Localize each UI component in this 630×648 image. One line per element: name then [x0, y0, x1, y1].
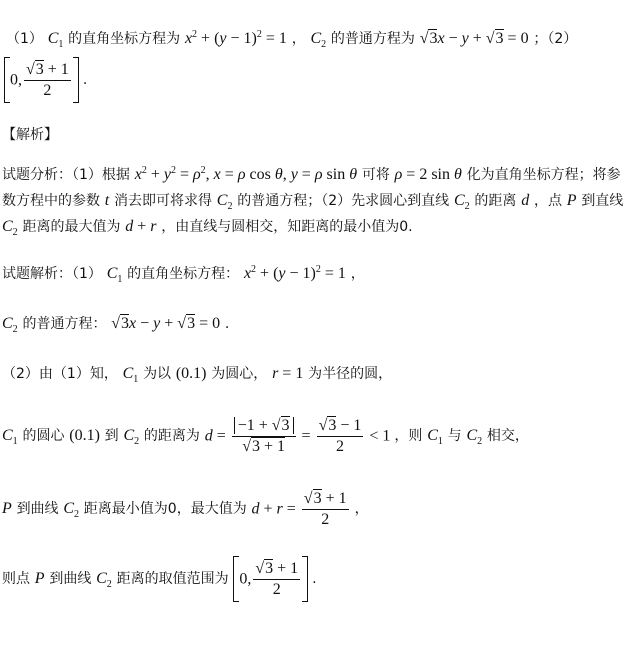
math-d-plus-r: d + r — [125, 218, 157, 235]
answer-range-line — [4, 57, 87, 103]
math-c1: $C_1$ — [106, 265, 123, 285]
answer-separator: ， — [291, 31, 306, 47]
math-c2-equation: √3x − y + √3 = 0 — [419, 30, 529, 47]
analysis-line-1 — [2, 163, 621, 186]
solution-part2-c: 为圆心， — [211, 366, 268, 382]
math-c1-equation: $x^2 + (y - 1)^2 = 1$ — [243, 264, 346, 282]
math-d: d — [521, 192, 530, 209]
solution-final-b: 到曲线 — [49, 571, 92, 587]
math-c2: $C_2$ — [123, 427, 140, 447]
math-distance-formula: d = $\frac{-1 + √3}{√3 + 1}$ = $\frac{√3 - 1}{2}$ < 1 — [204, 416, 391, 455]
answer-part1-label: （1） — [6, 31, 43, 47]
math-p: P — [2, 500, 12, 517]
solution-c1-text: 的直角坐标方程： — [127, 266, 240, 282]
math-c2: $C_2$ — [63, 500, 80, 520]
solution-final — [2, 554, 317, 603]
answer-line — [6, 27, 577, 50]
math-c1: $C_1$ — [2, 427, 18, 447]
solution-c2-line — [2, 312, 229, 335]
math-c1: $C_1$ — [427, 427, 443, 447]
solution-minmax — [2, 484, 369, 533]
solution-part2-b: 为以 — [143, 366, 172, 382]
math-max-distance: d + r = $\frac{√3 + 1}{2}$ — [251, 489, 347, 528]
math-center: (0.1) — [175, 365, 207, 382]
math-c2-equation: √3x − y + √3 = 0 — [111, 315, 221, 332]
solution-part2-d: 为半径的圆， — [308, 366, 393, 382]
solution-part2 — [2, 362, 392, 385]
solution-part1 — [2, 262, 365, 285]
solution-c1-end: ， — [350, 266, 365, 282]
answer-range-tail: . — [82, 72, 88, 88]
math-polar-equation: ρ = 2 sin θ — [394, 166, 462, 183]
solution-dist-f: 相交， — [486, 428, 529, 444]
math-p: P — [566, 192, 577, 209]
math-c2: $C_2$ — [2, 315, 18, 335]
analysis-line-3 — [2, 215, 413, 238]
solution-dist-a: 的圆心 — [22, 428, 65, 444]
math-c2: $C_2$ — [96, 570, 112, 590]
solution-final-c: 距离的取值范围为 — [116, 571, 229, 587]
math-range: 0, $\frac{√3 + 1}{2}$ — [4, 71, 83, 88]
math-center: (0.1) — [69, 427, 100, 444]
math-p: P — [34, 570, 45, 587]
analysis-line2-e: ，点 — [533, 193, 562, 209]
analysis-line3-b: ，由直线与圆相交，知距离的最小值为0. — [161, 219, 413, 235]
analysis-line2-d: 的距离 — [474, 193, 517, 209]
solution-label: 试题解析：（1） — [2, 266, 102, 282]
solution-dist-c: 的距离为 — [143, 428, 200, 444]
solution-dist-b: 到 — [104, 428, 119, 444]
solution-dist-e: 与 — [447, 428, 462, 444]
analysis-mid2: 化为直角坐标方程；将参 — [466, 167, 621, 183]
answer-c1-text: 的直角坐标方程为 — [68, 31, 181, 47]
analysis-line3-a: 距离的最大值为 — [22, 219, 121, 235]
math-c2: $C_2$ — [2, 218, 18, 238]
analysis-label: 试题分析：（1）根据 — [2, 167, 130, 183]
solution-minmax-a: 到曲线 — [16, 501, 59, 517]
analysis-mid1: 可将 — [361, 167, 390, 183]
math-c1: $C_1$ — [47, 30, 64, 50]
math-c1: $C_1$ — [122, 365, 139, 385]
solution-minmax-end: ， — [354, 501, 369, 517]
analysis-line2-f: 到直线 — [581, 193, 624, 209]
answer-part2-label: ；（2） — [533, 31, 578, 47]
analysis-line2-b: 消去即可将求得 — [114, 193, 213, 209]
solution-part2-a: （2）由（1）知， — [2, 366, 118, 382]
math-range: 0, $\frac{√3 + 1}{2}$ — [233, 570, 312, 587]
answer-c2-text: 的普通方程为 — [330, 31, 415, 47]
solution-dist-d: ，则 — [394, 428, 423, 444]
math-c2: $C_2$ — [466, 427, 483, 447]
math-c1-equation: $x^2 + (y - 1)^2 = 1$ — [184, 29, 287, 47]
analysis-line2-a: 数方程中的参数 — [2, 193, 100, 209]
math-radius: r = 1 — [272, 365, 304, 382]
math-polar-conversion: $x^2 + y^2 = \rho^2$, x = ρ cos θ, y = ρ sin θ — [134, 165, 358, 183]
math-c2: $C_2$ — [310, 30, 327, 50]
solution-distance — [2, 411, 529, 460]
solution-minmax-b: 距离最小值为0，最大值为 — [83, 501, 247, 517]
solution-final-a: 则点 — [2, 571, 30, 587]
solution-c2-text: 的普通方程： — [22, 316, 107, 332]
analysis-line2-c: 的普通方程；（2）先求圆心到直线 — [237, 193, 450, 209]
section-title: 【解析】 — [2, 127, 58, 143]
math-c2: $C_2$ — [216, 192, 233, 212]
solution-final-end: . — [312, 571, 317, 587]
analysis-line-2 — [2, 189, 623, 212]
solution-c2-end: . — [224, 316, 230, 332]
math-c2: $C_2$ — [453, 192, 470, 212]
math-param-t: t — [104, 192, 110, 209]
